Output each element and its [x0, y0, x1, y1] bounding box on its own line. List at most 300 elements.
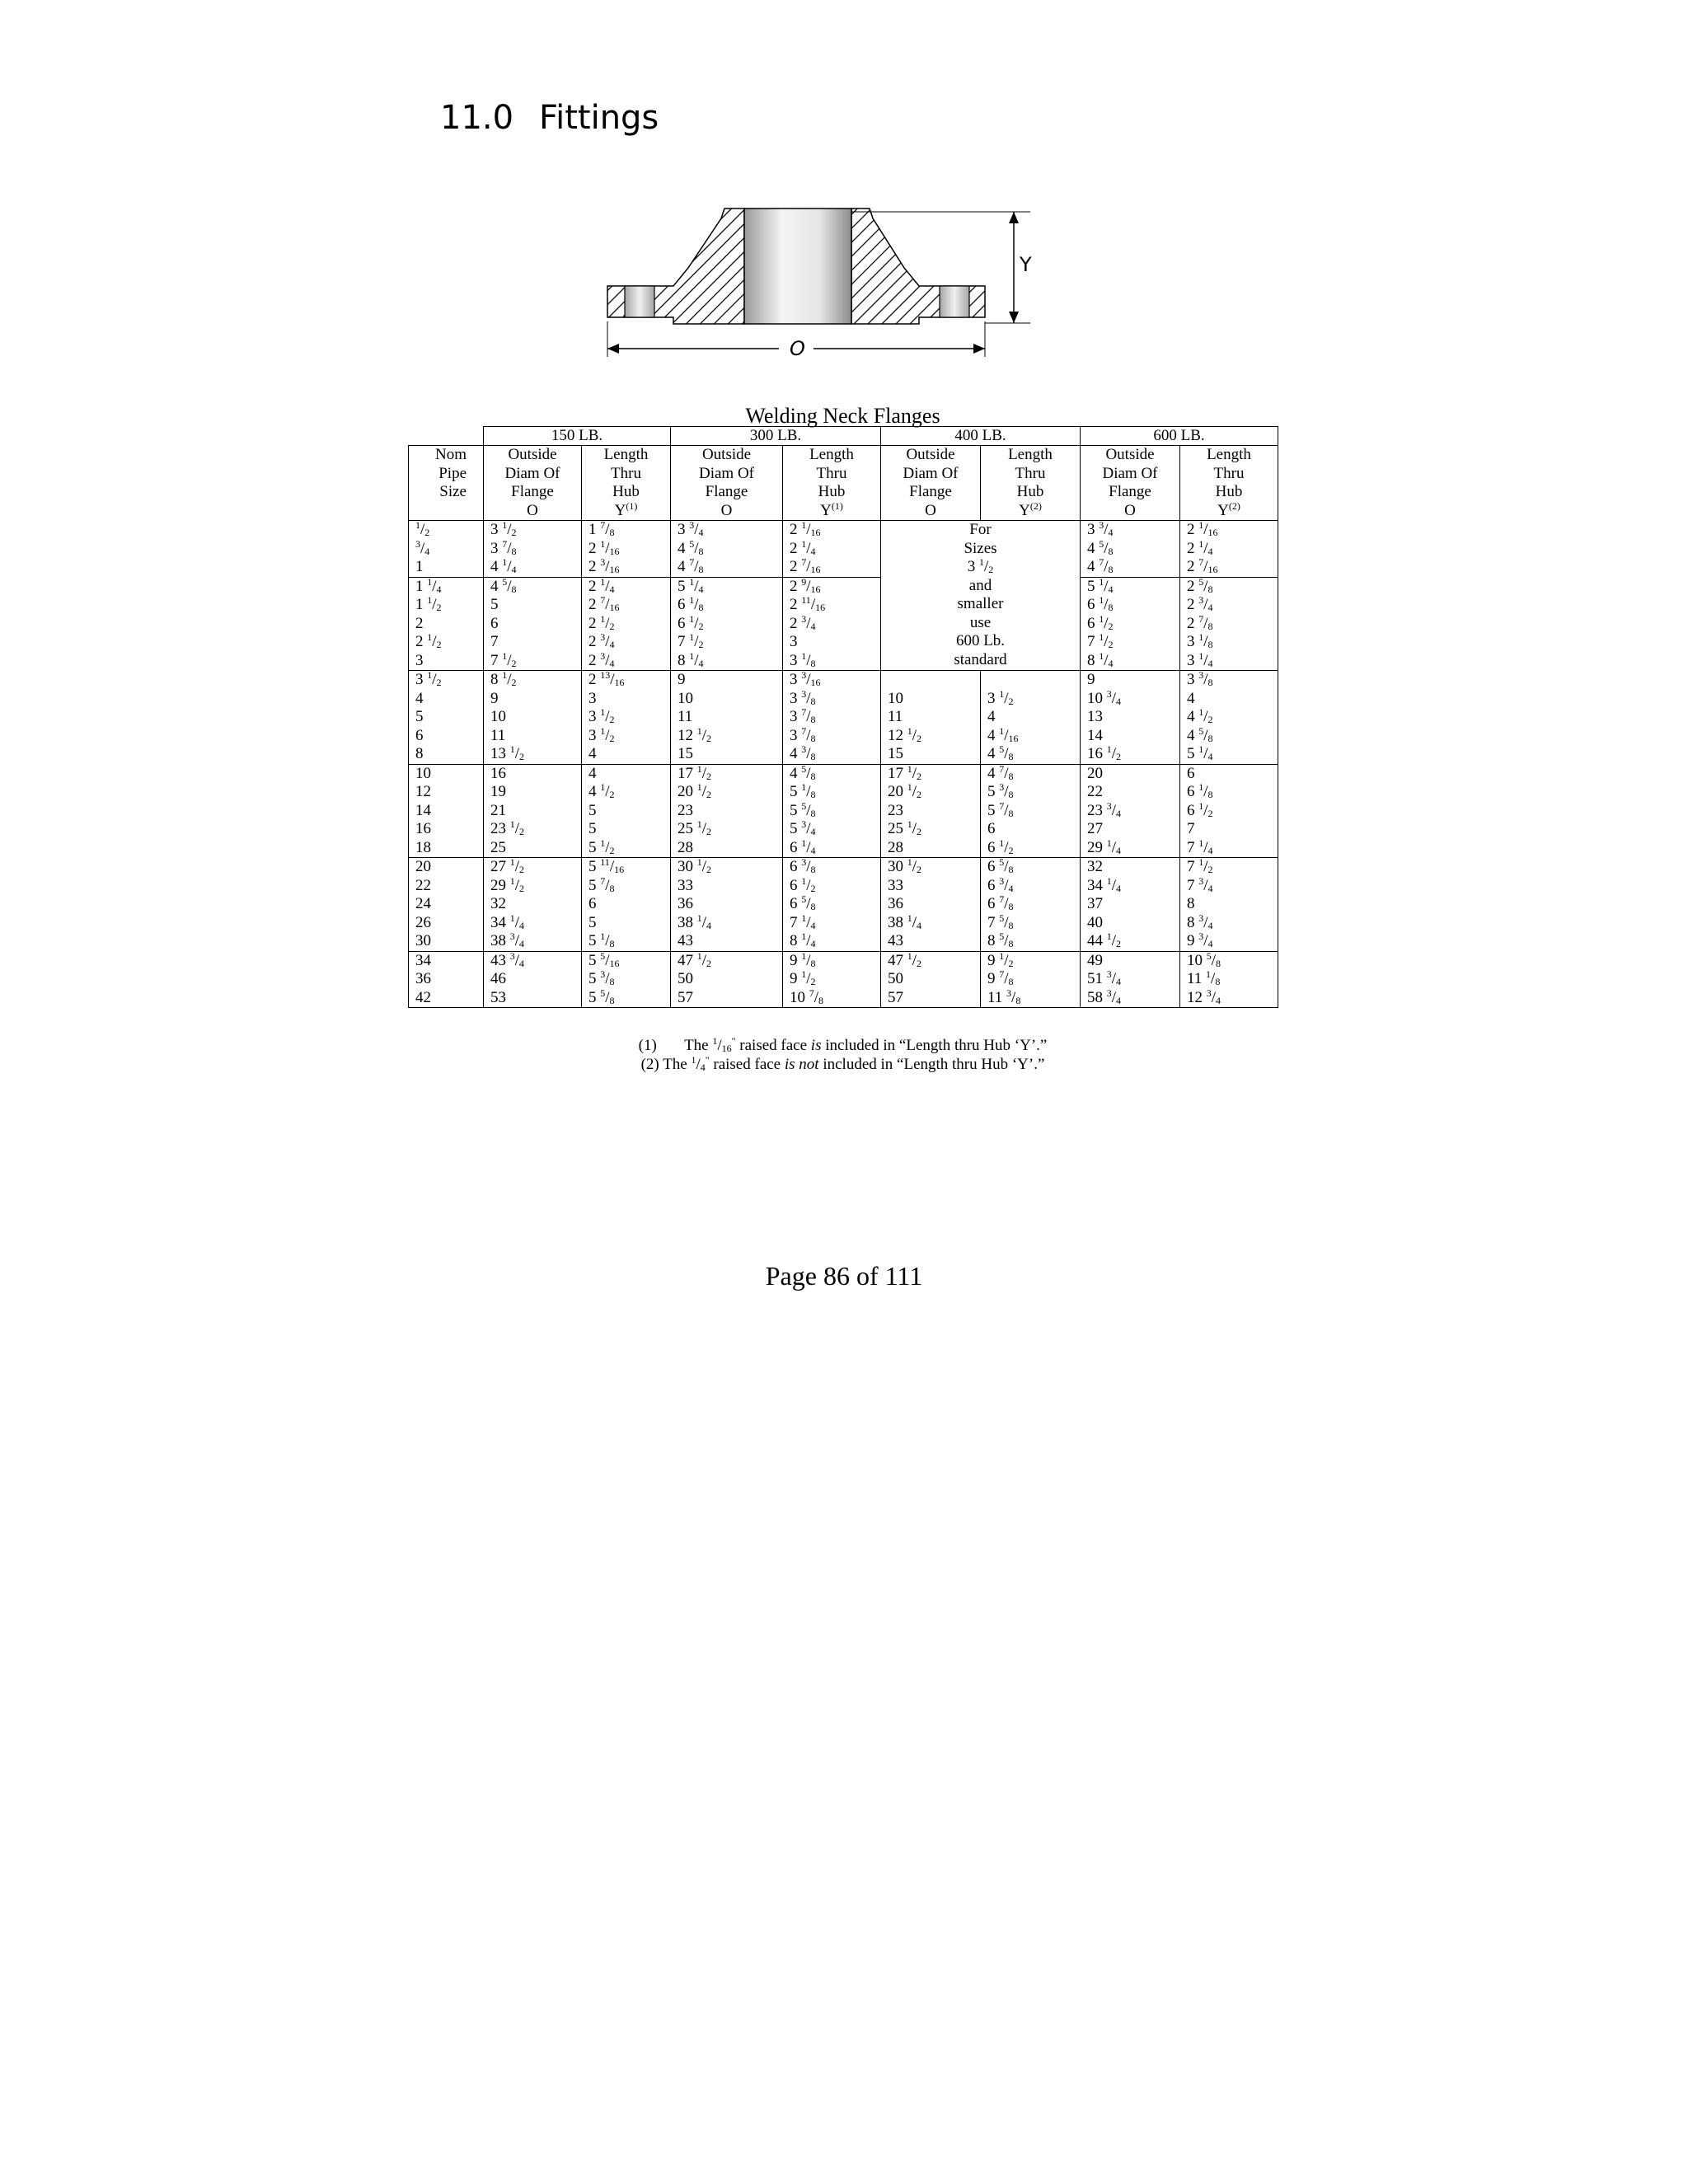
table-title: Welding Neck Flanges [745, 404, 940, 428]
cell-value: 20 [415, 858, 431, 875]
header-line: Flange [511, 483, 554, 500]
cell-value: 7 $^1/_4$ [1187, 837, 1213, 856]
cell-value: 37 [1087, 895, 1103, 912]
cell-value: 3 $^3/_8$ [790, 687, 816, 707]
cell-value: 20 [1087, 764, 1103, 782]
header-line: Diam Of [698, 464, 754, 482]
note-line: smaller [957, 595, 1004, 612]
cell-value: 6 [1187, 764, 1195, 782]
cell-value: 2 $^7/_{16}$ [588, 594, 620, 613]
cell-value: 44 $^1/_2$ [1087, 930, 1122, 949]
cell-value: 2 $^{13}/_{16}$ [588, 669, 625, 688]
cell-value: 4 [588, 764, 597, 782]
page-number: Page 86 of 111 [765, 1261, 923, 1291]
class-header: 150 LB. [484, 427, 671, 446]
outside-diameter-header [1081, 446, 1180, 521]
cell-c400-o [881, 951, 981, 1008]
cell-value: 2 $^{11}/_{16}$ [790, 594, 826, 613]
footnote-1-fraction: $^1/_{16}$ [712, 1035, 732, 1054]
cell-value: 27 $^1/_2$ [490, 856, 525, 875]
cell-value: 4 $^5/_8$ [490, 575, 517, 595]
header-line: Length [1207, 446, 1251, 463]
cell-value: 4 $^1/_2$ [588, 781, 615, 800]
cell-value: 3 $^1/_8$ [1187, 631, 1213, 650]
cell-value: 4 $^7/_8$ [987, 762, 1014, 782]
cell-value: $^3/_4$ [415, 537, 430, 557]
cell-value: 4 $^5/_8$ [987, 743, 1014, 762]
cell-value: 27 [1087, 820, 1103, 837]
cell-value: 8 [1187, 895, 1195, 912]
header-line: Nom [435, 446, 467, 463]
section-number: 11.0 [440, 99, 514, 137]
cell-value: 2 $^7/_{16}$ [1187, 556, 1218, 575]
header-line: O [720, 501, 733, 519]
cell-value: 16 [415, 820, 431, 837]
cell-value: 7 $^3/_4$ [1187, 874, 1213, 894]
table-row [409, 951, 1278, 1008]
cell-value: 17 $^1/_2$ [888, 762, 922, 782]
section-title: Fittings [539, 99, 659, 137]
cell-value: 2 $^5/_8$ [1187, 575, 1213, 595]
cell-c600-y [1180, 858, 1278, 952]
cell-value: 4 $^1/_{16}$ [987, 724, 1019, 744]
cell-value: 13 $^1/_2$ [490, 743, 525, 762]
cell-c400-o [881, 764, 981, 858]
note-line: For [969, 521, 992, 538]
header-line: Hub [1215, 483, 1243, 500]
cell-c400-y [981, 951, 1081, 1008]
cell-value: 6 $^1/_8$ [678, 594, 704, 613]
cell-value: 5 [588, 801, 597, 819]
cell-value: 14 [415, 801, 431, 819]
cell-value: 5 $^{11}/_{16}$ [588, 856, 625, 875]
cell-value: 7 $^1/_2$ [1187, 856, 1213, 875]
cell-value: 9 [490, 689, 499, 707]
cell-value: 43 [888, 932, 903, 949]
header-line: Hub [1016, 483, 1044, 500]
cell-value: 12 $^1/_2$ [888, 724, 922, 744]
cell-value: 6 $^1/_2$ [678, 612, 704, 632]
header-line: Pipe [438, 464, 467, 482]
cell-value: 50 [678, 970, 693, 987]
outside-diameter-header [881, 446, 981, 521]
cell-value: 3 $^3/_8$ [1187, 669, 1213, 688]
cell-value: 24 [415, 895, 431, 912]
cell-value: 49 [1087, 951, 1103, 969]
cell-value: 4 $^1/_2$ [1187, 706, 1213, 725]
note-line: and [968, 576, 992, 594]
cell-value: 38 $^1/_4$ [888, 912, 922, 931]
cell-c300-o [671, 764, 783, 858]
cell-value: 34 $^1/_4$ [490, 912, 525, 931]
cell-value: 6 $^1/_8$ [1187, 781, 1213, 800]
cell-value: 3 $^1/_2$ [490, 519, 517, 538]
cell-value: $^1/_2$ [415, 519, 430, 538]
footnote-1-emphasis: is [810, 1037, 822, 1054]
cell-value: 2 $^1/_2$ [415, 631, 442, 650]
cell-c400-y [981, 671, 1081, 765]
cell-value: 2 $^3/_4$ [1187, 594, 1213, 613]
cell-value: 8 $^1/_4$ [1087, 649, 1114, 669]
cell-value: 2 [415, 614, 424, 632]
cell-value: 7 $^1/_2$ [678, 631, 704, 650]
cell-value: 5 $^1/_8$ [588, 930, 615, 949]
cell-value: 2 $^1/_4$ [1187, 537, 1213, 557]
cell-value: 12 $^3/_4$ [1187, 987, 1221, 1006]
cell-value: 29 $^1/_4$ [1087, 837, 1122, 856]
footnote-1: (1) The $^1/_{16}^"$ raised face is included in “Length thru Hub ‘Y’.” [638, 1035, 1048, 1054]
cell-value: 36 [415, 970, 431, 987]
cell-value: 2 $^1/_{16}$ [1187, 519, 1218, 538]
cell-value: 28 [888, 838, 903, 856]
cell-value: 10 $^5/_8$ [1187, 949, 1221, 969]
note-line: use [969, 613, 992, 631]
header-line: Length [1008, 446, 1053, 463]
cell-value: 3 $^1/_2$ [987, 687, 1014, 707]
header-line: Outside [1105, 446, 1155, 463]
class-400-size-note [881, 521, 1081, 671]
cell-value: 2 $^1/_4$ [790, 537, 816, 557]
cell-value: 6 $^7/_8$ [987, 893, 1014, 912]
cell-value: 1 $^7/_8$ [588, 519, 615, 538]
cell-value: 40 [1087, 913, 1103, 931]
cell-value: 20 $^1/_2$ [888, 781, 922, 800]
cell-value: 2 $^9/_{16}$ [790, 575, 821, 595]
header-note-marker: (1) [831, 499, 843, 512]
cell-c600-o [1081, 671, 1180, 765]
cell-value: 4 $^1/_4$ [490, 556, 517, 575]
cell-c150-y [582, 671, 671, 765]
cell-nom [409, 577, 484, 671]
cell-c400-y [981, 858, 1081, 952]
cell-value: 46 [490, 970, 506, 987]
cell-value: 32 [1087, 858, 1103, 875]
cell-value: 33 [888, 876, 903, 894]
cell-value: 10 $^3/_4$ [1087, 687, 1122, 707]
header-line: $Y^{(1)}$ [614, 499, 638, 519]
cell-value: 5 $^5/_{16}$ [588, 949, 620, 969]
cell-c150-y [582, 577, 671, 671]
footnote-2-emphasis: is not [784, 1056, 819, 1073]
cell-value: 6 $^5/_8$ [790, 893, 816, 912]
cell-value: 2 $^1/_4$ [588, 575, 615, 595]
header-line: Hub [818, 483, 846, 500]
cell-c300-o [671, 858, 783, 952]
class-header: 300 LB. [671, 427, 881, 446]
cell-value: 4 $^5/_8$ [790, 762, 816, 782]
cell-value: 6 $^1/_2$ [1187, 799, 1213, 819]
table-row [409, 671, 1278, 765]
header-line: O [527, 501, 538, 519]
cell-value: 30 $^1/_2$ [888, 856, 922, 875]
cell-value: 9 $^1/_2$ [987, 949, 1014, 969]
header-line: Thru [1213, 464, 1245, 482]
cell-c300-o [671, 951, 783, 1008]
cell-c300-y [783, 671, 881, 765]
header-line: Diam Of [504, 464, 560, 482]
cell-value: 2 $^1/_2$ [588, 612, 615, 632]
cell-value: 5 $^7/_8$ [588, 874, 615, 894]
cell-value: 12 $^1/_2$ [678, 724, 712, 744]
cell-value: 43 $^3/_4$ [490, 949, 525, 969]
cell-value: 3 $^3/_4$ [1087, 519, 1114, 538]
header-line: Outside [701, 446, 752, 463]
cell-value: 32 [490, 895, 506, 912]
flange-cross-section-figure [598, 202, 1043, 367]
dimension-y-label: Y [1020, 253, 1032, 276]
cell-value: 11 [888, 708, 903, 725]
cell-value: 10 $^7/_8$ [790, 987, 824, 1006]
cell-value: 33 [678, 876, 693, 894]
cell-c600-o [1081, 858, 1180, 952]
cell-value: 4 $^7/_8$ [678, 556, 704, 575]
header-line: Outside [508, 446, 557, 463]
cell-value: 5 $^1/_8$ [790, 781, 816, 800]
cell-value: 42 [415, 988, 431, 1006]
cell-value: 1 [415, 558, 424, 575]
header-line: Flange [909, 483, 952, 500]
header-line: Thru [611, 464, 641, 482]
cell-value: 5 $^3/_8$ [588, 968, 615, 987]
cell-value: 10 [415, 764, 431, 782]
cell-value: 16 [490, 764, 506, 782]
cell-value: 23 [678, 801, 693, 819]
cell-value: 36 [678, 895, 693, 912]
cell-value: 26 [415, 913, 431, 931]
cell-value: 4 [415, 689, 424, 707]
cell-value: 5 $^1/_2$ [588, 837, 615, 856]
cell-value: 13 [1087, 708, 1103, 725]
cell-value: 7 [490, 633, 499, 650]
cell-value: 8 $^5/_8$ [987, 930, 1014, 949]
cell-value: 50 [888, 970, 903, 987]
cell-value: 3 $^1/_2$ [415, 669, 442, 688]
table-row [409, 858, 1278, 952]
cell-value: 11 $^3/_8$ [987, 987, 1021, 1006]
cell-value: 5 $^3/_4$ [790, 818, 816, 837]
table-row [409, 764, 1278, 858]
header-line: $Y^{(2)}$ [1019, 499, 1042, 519]
cell-value: 10 [678, 689, 693, 707]
cell-value: 9 [1087, 671, 1095, 688]
cell-value: 6 $^1/_2$ [790, 874, 816, 894]
cell-c400-y [981, 764, 1081, 858]
footnote-1-text-c: included in “Length thru Hub ‘Y’.” [821, 1037, 1048, 1054]
header-line: Thru [1015, 464, 1046, 482]
footnote-1-text-b: raised face [735, 1037, 811, 1054]
cell-value: 2 $^3/_4$ [790, 612, 816, 632]
cell-c150-y [582, 764, 671, 858]
cell-value: 4 $^5/_8$ [1087, 537, 1114, 557]
header-line: O [1124, 501, 1136, 519]
cell-value: 51 $^3/_4$ [1087, 968, 1122, 987]
cell-value: 6 [987, 820, 996, 837]
cell-value: 3 $^3/_4$ [678, 519, 704, 538]
cell-value: 3 [790, 633, 798, 650]
table-row [409, 521, 1278, 578]
header-line: Outside [906, 446, 955, 463]
cell-value: 7 $^1/_2$ [1087, 631, 1114, 650]
header-line: Thru [816, 464, 847, 482]
cell-value: 3 $^3/_{16}$ [790, 669, 821, 688]
cell-c150-o [484, 577, 582, 671]
cell-value: 57 [888, 988, 903, 1006]
table-body [409, 521, 1278, 1008]
cell-value: 17 $^1/_2$ [678, 762, 712, 782]
cell-value: 16 $^1/_2$ [1087, 743, 1122, 762]
cell-value: 6 $^1/_2$ [987, 837, 1014, 856]
cell-value: 11 [490, 726, 506, 744]
cell-value: 2 $^3/_4$ [588, 649, 615, 669]
cell-value: 2 $^1/_{16}$ [790, 519, 821, 538]
footnote-2-fraction: $^1/_4$ [691, 1054, 706, 1073]
cell-value: 8 $^3/_4$ [1187, 912, 1213, 931]
header-line: O [925, 501, 936, 519]
note-line: 600 Lb. [955, 632, 1006, 649]
cell-value: 38 $^3/_4$ [490, 930, 525, 949]
cell-value: 5 $^5/_8$ [588, 987, 615, 1006]
cell-c150-o [484, 951, 582, 1008]
cell-value: 5 $^7/_8$ [987, 799, 1014, 819]
cell-value: 8 $^1/_4$ [790, 930, 816, 949]
cell-value: 7 $^1/_4$ [790, 912, 816, 931]
length-thru-hub-header [981, 446, 1081, 521]
length-thru-hub-header [582, 446, 671, 521]
outside-diameter-header [671, 446, 783, 521]
cell-value: 9 $^1/_2$ [790, 968, 816, 987]
cell-c400-o [881, 671, 981, 765]
cell-value: 5 [490, 596, 499, 613]
cell-value: 14 [1087, 726, 1103, 744]
cell-value: 2 $^1/_{16}$ [588, 537, 620, 557]
cell-value: 3 $^1/_2$ [588, 724, 615, 744]
footnote-2: (2) The $^1/_4^"$ raised face is not included in “Length thru Hub ‘Y’.” [640, 1054, 1045, 1073]
header-line: Flange [1109, 483, 1151, 500]
cell-value: 4 $^3/_8$ [790, 743, 816, 762]
cell-value: 58 $^3/_4$ [1087, 987, 1122, 1006]
cell-c300-y [783, 521, 881, 578]
cell-nom [409, 764, 484, 858]
class-header: 400 LB. [881, 427, 1081, 446]
cell-c150-y [582, 858, 671, 952]
nominal-pipe-size-header [409, 446, 484, 521]
cell-value: 6 [415, 726, 424, 744]
cell-value: 5 [588, 913, 597, 931]
cell-value: 6 $^3/_8$ [790, 856, 816, 875]
cell-nom [409, 858, 484, 952]
header-line: Size [439, 483, 467, 500]
cell-c300-o [671, 521, 783, 578]
cell-value: 2 $^7/_{16}$ [790, 556, 821, 575]
cell-c150-y [582, 951, 671, 1008]
cell-value: 6 [490, 614, 499, 632]
cell-c600-o [1081, 951, 1180, 1008]
footnote-1-marker: (1) [638, 1037, 657, 1054]
cell-c600-o [1081, 521, 1180, 578]
cell-value: 5 $^1/_4$ [1087, 575, 1114, 595]
cell-nom [409, 521, 484, 578]
cell-value: 12 [415, 783, 431, 800]
cell-value: 11 $^1/_8$ [1187, 968, 1221, 987]
header-note-marker: (2) [1029, 499, 1042, 512]
cell-c150-o [484, 521, 582, 578]
cell-value: 5 $^1/_4$ [678, 575, 704, 595]
cell-c600-y [1180, 521, 1278, 578]
header-line: Diam Of [1102, 464, 1158, 482]
cell-value: 15 [888, 745, 903, 762]
cell-value: 9 $^3/_4$ [1187, 930, 1213, 949]
cell-c600-y [1180, 951, 1278, 1008]
header-line: Diam Of [903, 464, 959, 482]
cell-value: 30 $^1/_2$ [678, 856, 712, 875]
cell-value: 34 [415, 951, 431, 969]
cell-c400-o [881, 858, 981, 952]
header-line: Hub [612, 483, 640, 500]
cell-value: 22 [415, 876, 431, 894]
cell-c150-y [582, 521, 671, 578]
header-note-marker: (1) [626, 499, 638, 512]
cell-value: 28 [678, 838, 693, 856]
section-heading [440, 99, 659, 137]
cell-value: 6 $^3/_4$ [987, 874, 1014, 894]
footnote-2-text-a: (2) The [640, 1056, 692, 1073]
cell-value: 9 $^7/_8$ [987, 968, 1014, 987]
cell-value: 36 [888, 895, 903, 912]
cell-value: 1 $^1/_2$ [415, 594, 442, 613]
header-note-marker: (2) [1228, 499, 1240, 512]
cell-c300-o [671, 671, 783, 765]
footnote-2-text-b: raised face [709, 1056, 785, 1073]
cell-c600-y [1180, 764, 1278, 858]
cell-value: 22 [1087, 783, 1103, 800]
note-line: Sizes [964, 539, 997, 557]
cell-value: 8 [415, 745, 424, 762]
class-header: 600 LB. [1081, 427, 1278, 446]
cell-value: 5 $^3/_8$ [987, 781, 1014, 800]
cell-value: 5 [415, 708, 424, 725]
cell-value: 7 $^1/_2$ [490, 649, 517, 669]
cell-value: 3 $^7/_8$ [790, 706, 816, 725]
cell-value: 3 [588, 689, 597, 707]
cell-value: 53 [490, 988, 506, 1006]
cell-value: 29 $^1/_2$ [490, 874, 525, 894]
cell-value: 4 $^7/_8$ [1087, 556, 1114, 575]
cell-value: 30 [415, 932, 431, 949]
footnote-2-text-c: included in “Length thru Hub ‘Y’.” [818, 1056, 1045, 1073]
header-line: $Y^{(1)}$ [820, 499, 843, 519]
cell-value: 6 $^1/_2$ [1087, 612, 1114, 632]
cell-c600-o [1081, 764, 1180, 858]
cell-c300-y [783, 951, 881, 1008]
cell-value: 11 [678, 708, 693, 725]
cell-value: 2 $^7/_8$ [1187, 612, 1213, 632]
length-thru-hub-header [783, 446, 881, 521]
cell-value: 47 $^1/_2$ [888, 949, 922, 969]
cell-value [888, 671, 980, 690]
cell-value: 20 $^1/_2$ [678, 781, 712, 800]
cell-nom [409, 671, 484, 765]
cell-c600-y [1180, 671, 1278, 765]
cell-c300-y [783, 577, 881, 671]
cell-value: 4 $^5/_8$ [1187, 724, 1213, 744]
cell-value: 6 $^5/_8$ [987, 856, 1014, 875]
cell-value: 6 $^1/_4$ [790, 837, 816, 856]
table-row [409, 577, 1278, 671]
cell-value: 3 $^1/_2$ [588, 706, 615, 725]
header-line: Length [809, 446, 854, 463]
cell-value: 3 $^7/_8$ [490, 537, 517, 557]
cell-value: 8 $^1/_4$ [678, 649, 704, 669]
